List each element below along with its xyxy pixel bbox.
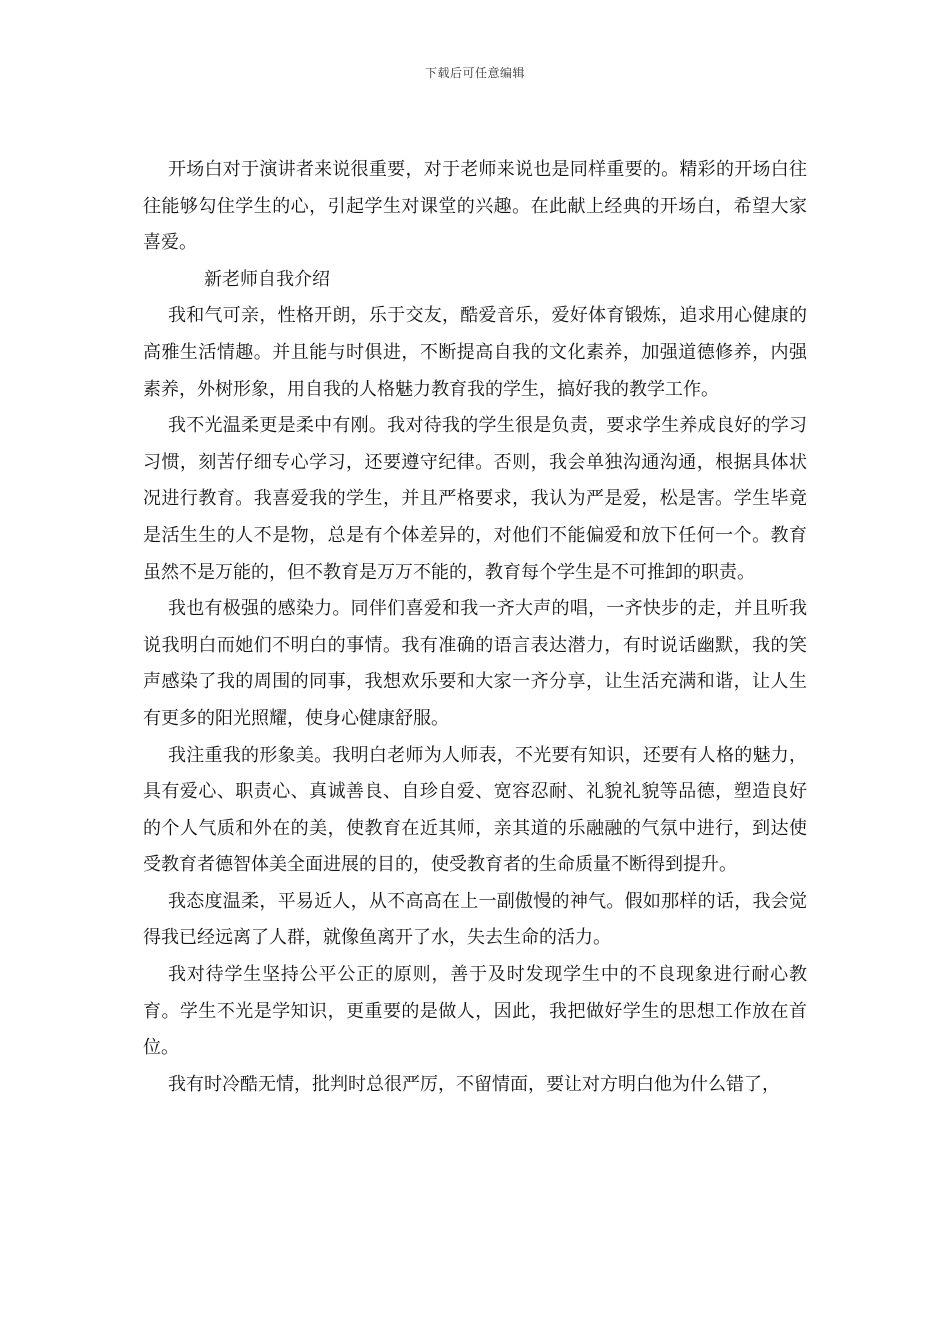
- page-header-note: 下载后可任意编辑: [424, 66, 525, 80]
- body-paragraph-2: 我不光温柔更是柔中有刚。我对待我的学生很是负责，要求学生养成良好的学习习惯，刻苦仔细专心学习，还要遵守纪律。否则，我会单独沟通沟通，根据具体状况进行教育。我喜爱我的学生，并且严格要求，我认为严是爱，松是害。学生毕竟是活生生的人不是物，总是有个体差异的，对他们不能偏爱和放下任何一个。教育虽然不是万能的，但不教育是万万不能的，教育每个学生是不可推卸的职责。: [143, 415, 807, 583]
- body-paragraph-4: 我注重我的形象美。我明白老师为人师表，不光要有知识，还要有人格的魅力，具有爱心、职责心、真诚善良、自珍自爱、宽容忍耐、礼貌礼貌等品德，塑造良好的个人气质和外在的美，使教育在近其师，亲其道的乐融融的气氛中进行，到达使受教育者德智体美全面进展的目的，使受教育者的生命质量不断得到提升。: [143, 744, 807, 876]
- body-paragraph-5: 我态度温柔，平易近人，从不高高在上一副傲慢的神气。假如那样的话，我会觉得我已经远离了人群，就像鱼离开了水，失去生命的活力。: [143, 890, 807, 949]
- intro-paragraph: 开场白对于演讲者来说很重要，对于老师来说也是同样重要的。精彩的开场白往往能够勾住学生的心，引起学生对课堂的兴趣。在此献上经典的开场白，希望大家喜爱。: [143, 159, 807, 254]
- section-subtitle: 新老师自我介绍: [204, 268, 330, 290]
- body-paragraph-6: 我对待学生坚持公平公正的原则，善于及时发现学生中的不良现象进行耐心教育。学生不光是学知识，更重要的是做人，因此，我把做好学生的思想工作放在首位。: [143, 964, 807, 1059]
- body-paragraph-3: 我也有极强的感染力。同伴们喜爱和我一齐大声的唱，一齐快步的走，并且听我说我明白而她们不明白的事情。我有准确的语言表达潜力，有时说话幽默，我的笑声感染了我的周围的同事，我想欢乐要和大家一齐分享，让生活充满和谐，让人生有更多的阳光照耀，使身心健康舒服。: [143, 598, 807, 729]
- document-body: [143, 152, 807, 1103]
- body-paragraph-1: 我和气可亲，性格开朗，乐于交友，酷爱音乐，爱好体育锻炼，追求用心健康的高雅生活情趣。并且能与时俱进，不断提高自我的文化素养，加强道德修养，内强素养，外树形象，用自我的人格魅力教育我的学生，搞好我的教学工作。: [143, 305, 807, 400]
- body-paragraph-7: 我有时冷酷无情，批判时总很严厉，不留情面，要让对方明白他为什么错了，: [168, 1073, 780, 1095]
